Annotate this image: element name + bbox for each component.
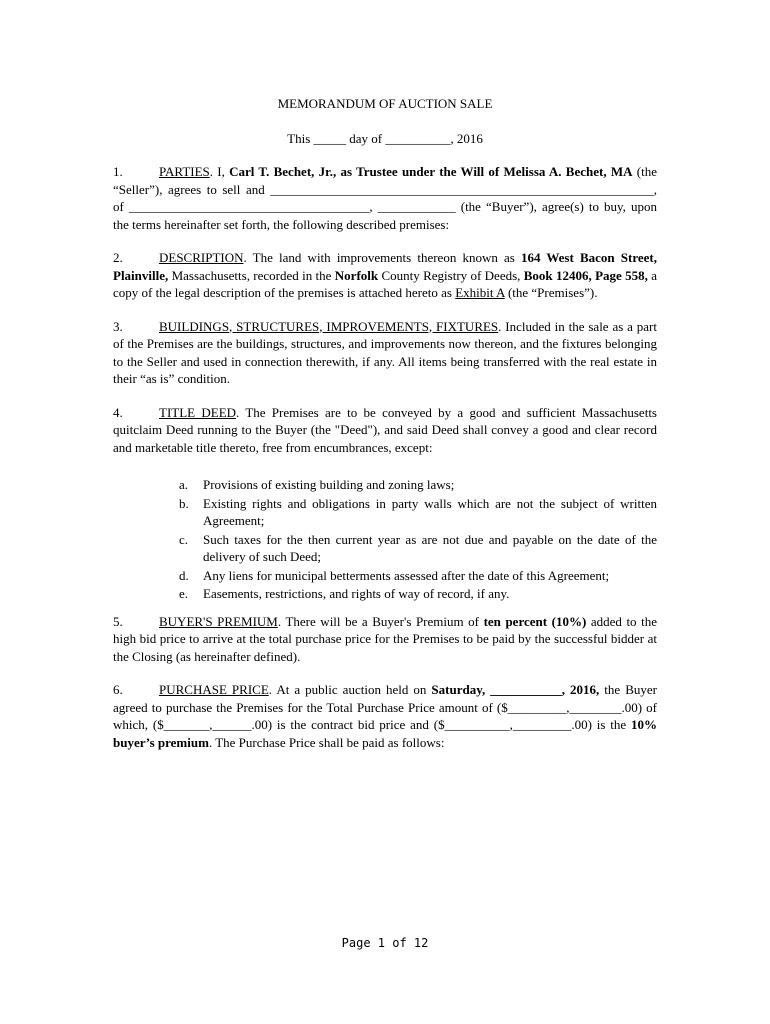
section-number: 3. — [113, 318, 123, 334]
section-text: (the “Seller”), agrees to sell and ___________________________________________________________, of _____________________________________, ____________ (the “Buyer”), agree(s) to buy, upon the terms hereinafter set forth, the following described premises: — [113, 164, 657, 232]
seller-name: Carl T. Bechet, Jr., as Trustee under the Will of Melissa A. Bechet, MA — [229, 164, 633, 179]
section-text: . Included in the sale as a part of the Premises are the buildings, structures, and improvements now thereon, and the fixtures belonging to the Seller and used in connection therewith, if any. All items being transferred with the real estate in their “as is” condition. — [113, 318, 657, 386]
list-item: e. Easements, restrictions, and rights of way of record, if any. — [179, 586, 510, 601]
document-title: MEMORANDUM OF AUCTION SALE — [277, 96, 493, 111]
section-heading: BUYER'S PREMIUM — [159, 613, 278, 629]
section-text: (the “Premises”). — [504, 285, 598, 300]
section-text: . The Premises are to be conveyed by a good and sufficient Massachusetts quitclaim Deed running to the Buyer (the "Deed"), and said Deed shall convey a good and clear record and marketable title thereto, free from encumbrances, except: — [113, 404, 657, 455]
section-text: Massachusetts, recorded in the — [168, 267, 335, 283]
book-page: Book 12406, Page 558, — [523, 267, 648, 283]
property-address: 164 West Bacon Street, Plainville, — [113, 250, 657, 283]
section-text: . At a public auction held on — [268, 682, 432, 697]
section-buyers-premium — [113, 613, 657, 666]
section-text: County Registry of Deeds, — [378, 267, 524, 283]
section-buildings — [113, 318, 657, 388]
section-parties — [113, 163, 657, 233]
document-body — [113, 95, 657, 767]
exhibit-reference: Exhibit A — [455, 285, 505, 300]
section-number: 1. — [113, 164, 123, 179]
county-name: Norfolk — [334, 267, 379, 283]
section-number: 2. — [113, 250, 123, 265]
section-heading: BUILDINGS, STRUCTURES, IMPROVEMENTS, FIXTURES — [159, 318, 499, 334]
list-item: c. Such taxes for the then current year as are not due and payable on the date of the delivery of such Deed; — [179, 531, 657, 564]
section-title-deed — [113, 404, 657, 457]
section-text: . The Purchase Price shall be paid as follows: — [208, 734, 445, 750]
section-text: the Buyer agreed to purchase the Premises for the Total Purchase Price amount of ($_________,________.00) of which, ($_______,______.00) is the contract bid price and ($__________,_________.00) is the — [113, 682, 657, 732]
section-text: . I, — [209, 164, 230, 179]
section-heading: TITLE DEED — [159, 404, 237, 420]
page-footer: Page 1 of 12 — [341, 936, 429, 950]
premium-percent: ten percent (10%) — [483, 613, 587, 629]
section-number: 6. — [113, 682, 123, 697]
section-heading: PURCHASE PRICE — [159, 682, 269, 697]
exceptions-list — [113, 476, 657, 603]
section-text: . The land with improvements thereon known as — [243, 250, 521, 265]
list-item: d. Any liens for municipal betterments assessed after the date of this Agreement; — [179, 567, 610, 583]
section-number: 4. — [113, 404, 123, 420]
section-purchase-price — [113, 681, 657, 751]
auction-date: Saturday, ___________, 2016, — [431, 682, 600, 697]
section-text: a copy of the legal description of the premises is attached hereto as — [113, 267, 658, 300]
premium-label: 10% buyer’s premium — [113, 717, 657, 750]
section-number: 5. — [113, 613, 123, 629]
list-item: b. Existing rights and obligations in party walls which are not the subject of written Agreement; — [179, 495, 657, 528]
section-text: . There will be a Buyer's Premium of — [277, 613, 484, 629]
section-heading: DESCRIPTION — [159, 250, 244, 265]
section-heading: PARTIES — [159, 164, 210, 179]
list-item: a. Provisions of existing building and zoning laws; — [179, 477, 455, 492]
section-description — [113, 249, 657, 302]
section-text: added to the high bid price to arrive at the total purchase price for the Premises to be paid by the successful bidder at the Closing (as hereinafter defined). — [113, 613, 657, 664]
date-line: This _____ day of __________, 2016 — [287, 130, 483, 146]
